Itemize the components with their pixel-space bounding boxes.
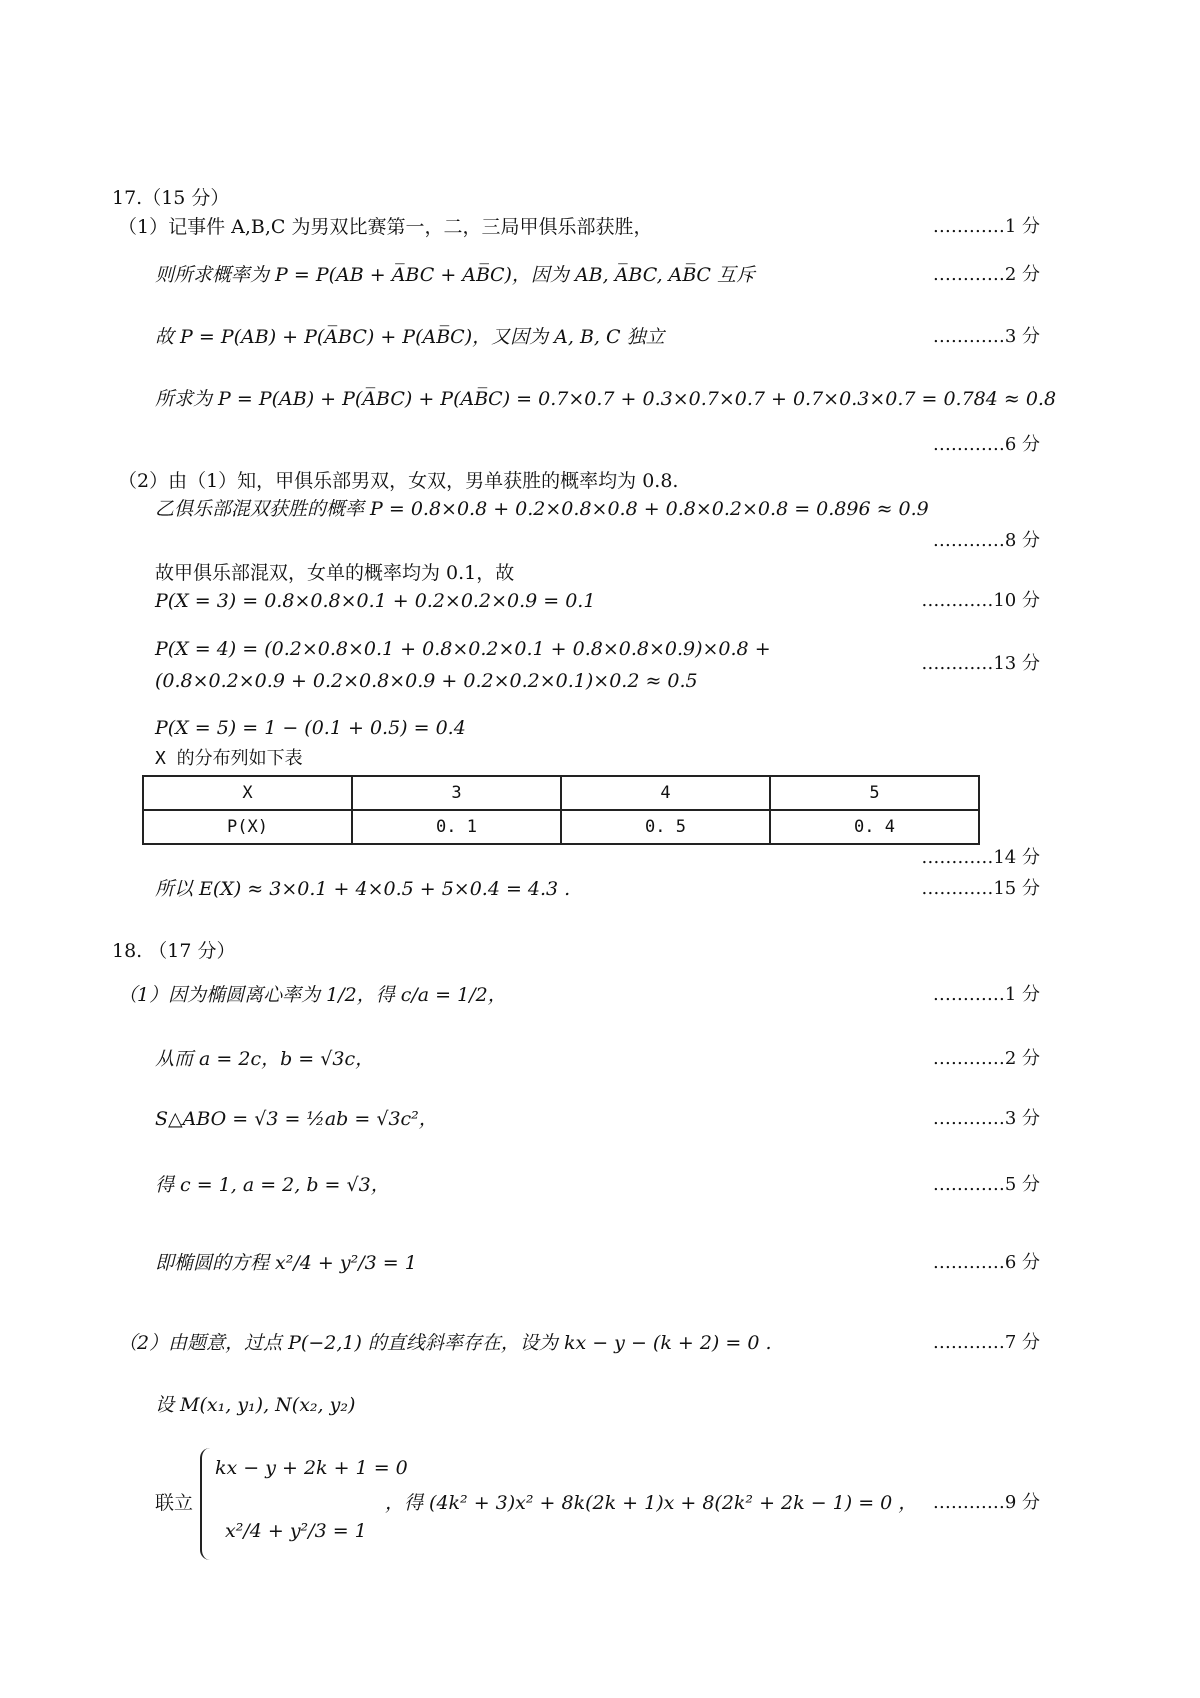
system-brace (200, 1448, 212, 1560)
score-marker: …………9 分 (932, 1492, 1040, 1513)
score-marker: …………6 分 (932, 1252, 1040, 1273)
table-cell: 0. 1 (352, 810, 561, 844)
table-cell: 4 (561, 776, 770, 810)
q17-part2-line4: P(X = 3) = 0.8×0.8×0.1 + 0.2×0.2×0.9 = 0.1 (155, 590, 596, 612)
q18-quadratic: ，得 (4k² + 3)x² + 8k(2k + 1)x + 8(2k² + 2k − 1) = 0 ， (385, 1492, 918, 1514)
q18-part1-line3: S△ABO = √3 = ½ab = √3c²， (155, 1108, 438, 1130)
q18-part2-line2: 设 M(x₁, y₁), N(x₂, y₂) (155, 1394, 356, 1416)
table-cell: 0. 5 (561, 810, 770, 844)
q17-expectation: 所以 E(X) ≈ 3×0.1 + 4×0.5 + 5×0.4 = 4.3 . (155, 878, 571, 900)
table-row (143, 776, 979, 810)
score-marker: …………6 分 (932, 434, 1040, 455)
score-marker: …………2 分 (932, 264, 1040, 285)
q18-part1-line1: （1）因为椭圆离心率为 1/2，得 c/a = 1/2， (118, 984, 507, 1006)
q18-system-eq1: kx − y + 2k + 1 = 0 (215, 1457, 408, 1479)
table-cell: 5 (770, 776, 979, 810)
q17-table-caption: X 的分布列如下表 (155, 748, 303, 769)
q17-part2-line7: P(X = 5) = 1 − (0.1 + 0.5) = 0.4 (155, 717, 466, 739)
table-cell: X (143, 776, 352, 810)
q17-part1-line2: 则所求概率为 P = P(AB + A̅BC + AB̅C)，因为 AB, A̅BC, AB̅C 互斥 (155, 264, 755, 286)
distribution-table (142, 775, 980, 845)
score-marker: …………15 分 (921, 878, 1040, 899)
q17-part2-line3: 故甲俱乐部混双，女单的概率均为 0.1，故 (155, 562, 515, 584)
q17-part2-line6: (0.8×0.2×0.9 + 0.2×0.8×0.9 + 0.2×0.2×0.1)×0.2 ≈ 0.5 (155, 670, 698, 692)
q18-part1-line2: 从而 a = 2c，b = √3c， (155, 1048, 375, 1070)
score-marker: …………13 分 (921, 653, 1040, 674)
table-cell: 3 (352, 776, 561, 810)
score-marker: …………1 分 (932, 984, 1040, 1005)
score-marker: …………2 分 (932, 1048, 1040, 1069)
q18-part1-line5: 即椭圆的方程 x²/4 + y²/3 = 1 (155, 1252, 417, 1274)
q17-part2-line1: （2）由（1）知，甲俱乐部男双，女双，男单获胜的概率均为 0.8. (118, 470, 679, 492)
score-marker: …………14 分 (921, 847, 1040, 868)
score-marker: …………5 分 (932, 1174, 1040, 1195)
q17-header: 17.（15 分） (112, 187, 230, 209)
table-cell: P(X) (143, 810, 352, 844)
score-marker: …………1 分 (932, 216, 1040, 237)
score-marker: …………8 分 (932, 530, 1040, 551)
score-marker: …………3 分 (932, 326, 1040, 347)
q17-part1-line3: 故 P = P(AB) + P(A̅BC) + P(AB̅C)，又因为 A, B, C 独立 (155, 326, 665, 348)
table-cell: 0. 4 (770, 810, 979, 844)
q18-header: 18. （17 分） (112, 940, 236, 962)
q18-system-eq2: x²/4 + y²/3 = 1 (225, 1520, 367, 1542)
q18-part1-line4: 得 c = 1, a = 2, b = √3， (155, 1174, 390, 1196)
score-marker: …………7 分 (932, 1332, 1040, 1353)
score-marker: …………3 分 (932, 1108, 1040, 1129)
table-row (143, 810, 979, 844)
q18-part2-line1: （2）由题意，过点 P(−2,1) 的直线斜率存在，设为 kx − y − (k + 2) = 0 . (118, 1332, 772, 1354)
q17-part2-line2: 乙俱乐部混双获胜的概率 P = 0.8×0.8 + 0.2×0.8×0.8 + 0.8×0.2×0.8 = 0.896 ≈ 0.9 (155, 498, 929, 520)
q17-part2-line5: P(X = 4) = (0.2×0.8×0.1 + 0.8×0.2×0.1 + 0.8×0.8×0.9)×0.8 + (155, 638, 771, 660)
q17-part1-line4: 所求为 P = P(AB) + P(A̅BC) + P(AB̅C) = 0.7×0.7 + 0.3×0.7×0.7 + 0.7×0.3×0.7 = 0.784 ≈ 0.8 (155, 388, 1057, 410)
score-marker: …………10 分 (921, 590, 1040, 611)
q17-part1-line1: （1）记事件 A,B,C 为男双比赛第一，二，三局甲俱乐部获胜， (118, 216, 653, 238)
q18-simultaneous-label: 联立 (155, 1492, 194, 1514)
